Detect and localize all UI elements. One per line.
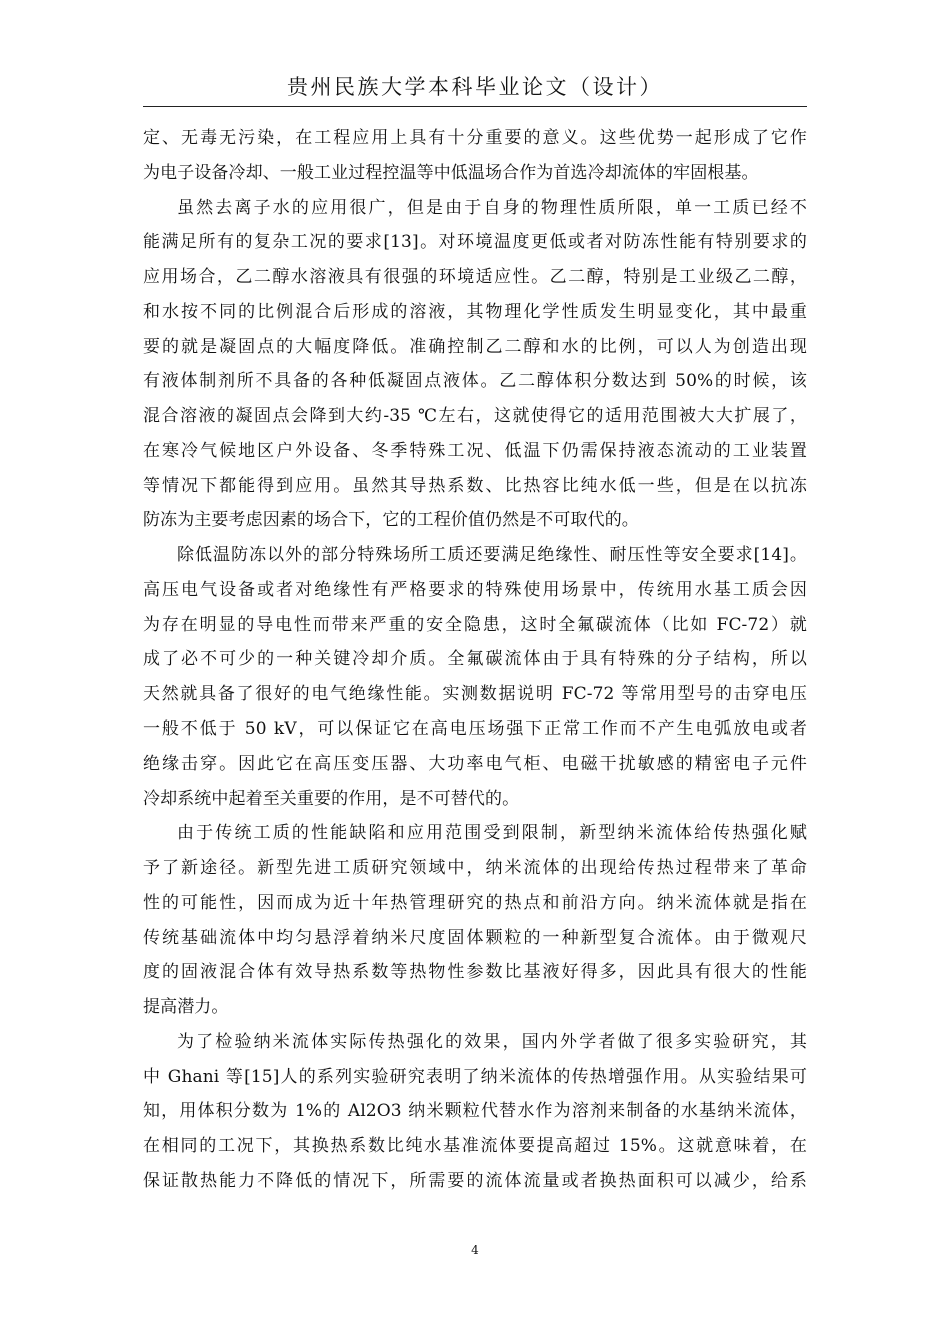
text-line: 在寒冷气候地区户外设备、冬季特殊工况、低温下仍需保持液态流动的工业装置	[143, 440, 807, 461]
text-line: 应用场合，乙二醇水溶液具有很强的环境适应性。乙二醇，特别是工业级乙二醇，	[143, 267, 807, 288]
text-line: 能满足所有的复杂工况的要求[13]。对环境温度更低或者对防冻性能有特别要求的	[143, 232, 807, 253]
text-line: 保证散热能力不降低的情况下，所需要的流体流量或者换热面积可以减少，给系	[143, 1170, 807, 1191]
text-line: 提高潜力。	[143, 997, 229, 1018]
text-line: 在相同的工况下，其换热系数比纯水基准流体要提高超过 15%。这就意味着，在	[143, 1136, 807, 1157]
text-line: 性的可能性，因而成为近十年热管理研究的热点和前沿方向。纳米流体就是指在	[143, 892, 807, 913]
header-rule	[143, 106, 807, 107]
text-line: 天然就具备了很好的电气绝缘性能。实测数据说明 FC-72 等常用型号的击穿电压	[143, 684, 807, 705]
text-line: 虽然去离子水的应用很广，但是由于自身的物理性质所限，单一工质已经不	[177, 197, 807, 218]
page-number: 4	[471, 1243, 479, 1257]
text-line: 高压电气设备或者对绝缘性有严格要求的特殊使用场景中，传统用水基工质会因	[143, 579, 807, 600]
text-line: 为了检验纳米流体实际传热强化的效果，国内外学者做了很多实验研究，其	[177, 1031, 807, 1052]
text-line: 除低温防冻以外的部分特殊场所工质还要满足绝缘性、耐压性等安全要求[14]。	[177, 545, 807, 566]
text-line: 冷却系统中起着至关重要的作用，是不可替代的。	[143, 788, 520, 809]
text-line: 等情况下都能得到应用。虽然其导热系数、比热容比纯水低一些，但是在以抗冻	[143, 475, 807, 496]
text-line: 有液体制剂所不具备的各种低凝固点液体。乙二醇体积分数达到 50%的时候，该	[143, 371, 807, 392]
text-line: 中 Ghani 等[15]人的系列实验研究表明了纳米流体的传热增强作用。从实验结果可	[143, 1066, 807, 1087]
running-header-title: 贵州民族大学本科毕业论文（设计）	[287, 75, 663, 99]
text-line: 防冻为主要考虑因素的场合下，它的工程价值仍然是不可取代的。	[143, 510, 639, 531]
text-line: 和水按不同的比例混合后形成的溶液，其物理化学性质发生明显变化，其中最重	[143, 301, 807, 322]
text-line: 绝缘击穿。因此它在高压变压器、大功率电气柜、电磁干扰敏感的精密电子元件	[143, 753, 807, 774]
text-line: 为电子设备冷却、一般工业过程控温等中低温场合作为首选冷却流体的牢固根基。	[143, 162, 759, 183]
text-line: 传统基础流体中均匀悬浮着纳米尺度固体颗粒的一种新型复合流体。由于微观尺	[143, 927, 807, 948]
text-line: 一般不低于 50 kV，可以保证它在高电压场强下正常工作而不产生电弧放电或者	[143, 719, 807, 740]
text-line: 为存在明显的导电性而带来严重的安全隐患，这时全氟碳流体（比如 FC-72）就	[143, 614, 807, 635]
text-line: 予了新途径。新型先进工质研究领域中，纳米流体的出现给传热过程带来了革命	[143, 858, 807, 879]
text-line: 成了必不可少的一种关键冷却介质。全氟碳流体由于具有特殊的分子结构，所以	[143, 649, 807, 670]
body-text	[143, 121, 807, 1199]
text-line: 知，用体积分数为 1%的 Al2O3 纳米颗粒代替水作为溶剂来制备的水基纳米流体，	[143, 1101, 807, 1122]
text-line: 由于传统工质的性能缺陷和应用范围受到限制，新型纳米流体给传热强化赋	[177, 823, 807, 844]
text-line: 混合溶液的凝固点会降到大约-35 ℃左右，这就使得它的适用范围被大大扩展了，	[143, 406, 807, 427]
text-line: 要的就是凝固点的大幅度降低。准确控制乙二醇和水的比例，可以人为创造出现	[143, 336, 807, 357]
text-line: 度的固液混合体有效导热系数等热物性参数比基液好得多，因此具有很大的性能	[143, 962, 807, 983]
text-line: 定、无毒无污染，在工程应用上具有十分重要的意义。这些优势一起形成了它作	[143, 128, 807, 148]
